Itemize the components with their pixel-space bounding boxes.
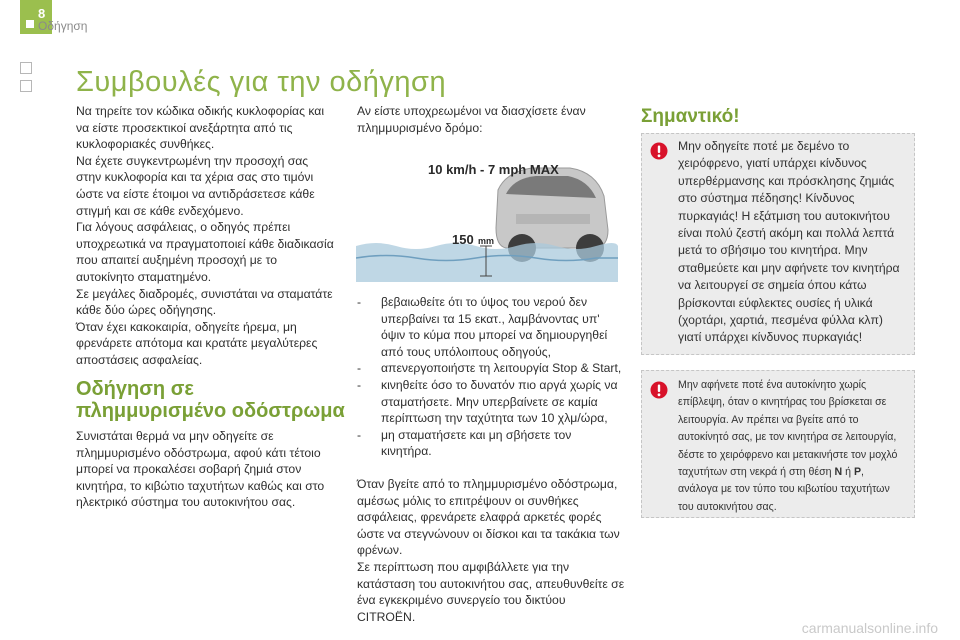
- section-label: Οδήγηση: [38, 19, 88, 33]
- watermark: carmanualsonline.info: [801, 620, 938, 636]
- flood-heading-line1: Οδήγηση σε: [76, 378, 194, 400]
- warning-box: [641, 370, 915, 518]
- nav-tab-box: [20, 80, 32, 92]
- flood-instructions: [357, 294, 625, 625]
- paragraph: Να τηρείτε τον κώδικα οδικής κυκλοφορίας και να είστε προσεκτικοί ανεξάρτητα από τις κυκλοφοριακές συνθήκες.: [76, 104, 325, 152]
- list-item: - μη σταματήσετε και μη σβήσετε τον κινητήρα.: [357, 427, 572, 459]
- flood-heading-line2: πλημμυρισμένο οδόστρωμα: [76, 400, 345, 422]
- flood-intro: [357, 103, 619, 136]
- water-depth-value: 150: [452, 232, 474, 247]
- warning-box: [641, 133, 915, 355]
- flood-paragraph: Συνιστάται θερμά να μην οδηγείτε σε πλημμυρισμένο οδόστρωμα, αφού κάτι τέτοιο μπορεί να προκαλέσει σοβαρή ζημιά στον κινητήρα, το κιβώτιο ταχυτήτων καθώς και στο ηλεκτρικό σύστημα του αυτοκινήτου σας.: [76, 429, 325, 510]
- flooded-road-illustration: [356, 150, 618, 282]
- page-title: Συμβουλές για την οδήγηση: [76, 66, 447, 98]
- warning-text: Μην αφήνετε ποτέ ένα αυτοκίνητο χωρίς επίβλεψη, όταν ο κινητήρας του βρίσκεται σε λειτουργία. Αν πρέπει να βγείτε από το αυτοκίνητό σας, με τον κινητήρα σε λειτουργία, δέστε το χειρόφρενο και μετακινήστε τον μοχλό ταχυτήτων στη νεκρά ή στη θέση N ή P, ανάλογα με τον τύπο του κιβωτίου ταχυτήτων του αυτοκινήτου σας.: [678, 379, 898, 513]
- paragraph: Αν είστε υποχρεωμένοι να διασχίσετε έναν πλημμυρισμένο δρόμο:: [357, 104, 586, 135]
- paragraph: Για λόγους ασφάλειας, ο οδηγός πρέπει υποχρεωτικά να πραγματοποιεί κάθε διαδικασία που απαιτεί αυξημένη προσοχή με το αυτοκίνητο σταματημένο.: [76, 220, 334, 284]
- column-left: [76, 103, 334, 369]
- list-item: - κινηθείτε όσο το δυνατόν πιο αργά χωρίς να σταματήσετε. Μην υπερβαίνετε σε καμία περίπτωση την ταχύτητα των 10 χλμ/ώρα,: [357, 377, 618, 426]
- flood-section: [76, 378, 346, 511]
- warning-icon: [650, 381, 668, 399]
- paragraph: Σε μεγάλες διαδρομές, συνιστάται να σταματάτε κάθε δύο ώρες οδήγησης.: [76, 286, 333, 318]
- warning-icon: [650, 142, 668, 160]
- gear-n-label: N: [834, 466, 843, 479]
- paragraph: Να έχετε συγκεντρωμένη την προσοχή σας στην κυκλοφορία και τα χέρια σας στο τιμόνι ώστε να είστε έτοιμοι να αντιδράσετεσε κάθε στιγμή και σε κάθε ενδεχόμενο.: [76, 153, 315, 218]
- paragraph: Όταν βγείτε από το πλημμυρισμένο οδόστρωμα, αμέσως μόλις το επιτρέψουν οι συνθήκες ασφάλειας, φρενάρετε ελαφρά αρκετές φορές ώστε να στεγνώνουν οι δίσκοι και τα τακάκια των φρένων.: [357, 476, 620, 558]
- nav-tab-box: [20, 62, 32, 74]
- list-item: - βεβαιωθείτε ότι το ύψος του νερού δεν υπερβαίνει τα 15 εκατ., λαμβάνοντας υπ' όψιν το κύμα που μπορεί να δημιουργηθεί από τους υπόλοιπους οδηγούς,: [357, 295, 608, 359]
- paragraph: Σε περίπτωση που αμφιβάλλετε για την κατάσταση του αυτοκινήτου σας, απευθυνθείτε σε ένα εγκεκριμένο συνεργείο του δικτύου CITROËN.: [357, 559, 625, 624]
- speed-limit-label: 10 km/h - 7 mph MAX: [428, 162, 559, 177]
- paragraph: Όταν έχει κακοκαιρία, οδηγείτε ήρεμα, μη φρενάρετε απότομα και κρατάτε μεγαλύτερες αποστάσεις ασφαλείας.: [76, 319, 318, 367]
- important-heading: Σημαντικό!: [641, 106, 740, 127]
- page-number: 8: [38, 6, 46, 21]
- list-item: - απενεργοποιήστε τη λειτουργία Stop & Start,: [357, 361, 622, 376]
- instruction-list: [357, 294, 625, 460]
- gear-p-label: P: [853, 466, 862, 479]
- water-depth-unit: mm: [478, 236, 495, 246]
- warning-text: Μην οδηγείτε ποτέ με δεμένο το χειρόφρενο, γιατί υπάρχει κίνδυνος υπερθέρμανσης και πρόσκλησης ζημιάς στο σύστημα πέδησης! Κίνδυνος πυρκαγιάς! Η εξάτμιση του αυτοκινήτου είναι πολύ ζεστή ακόμη και πολλά λεπτά μετά το σβήσιμο του κινητήρα. Μην σταθμεύετε και μην αφήνετε τον κινητήρα να λειτουργεί σε σημεία όπου κάτω βρίσκονται εύφλεκτες ουσίες ή υλικά (χορτάρι, χαρτιά, πεσμένα φύλλα κλπ) γιατί υπάρχει κίνδυνος πυρκαγιάς!: [678, 139, 900, 345]
